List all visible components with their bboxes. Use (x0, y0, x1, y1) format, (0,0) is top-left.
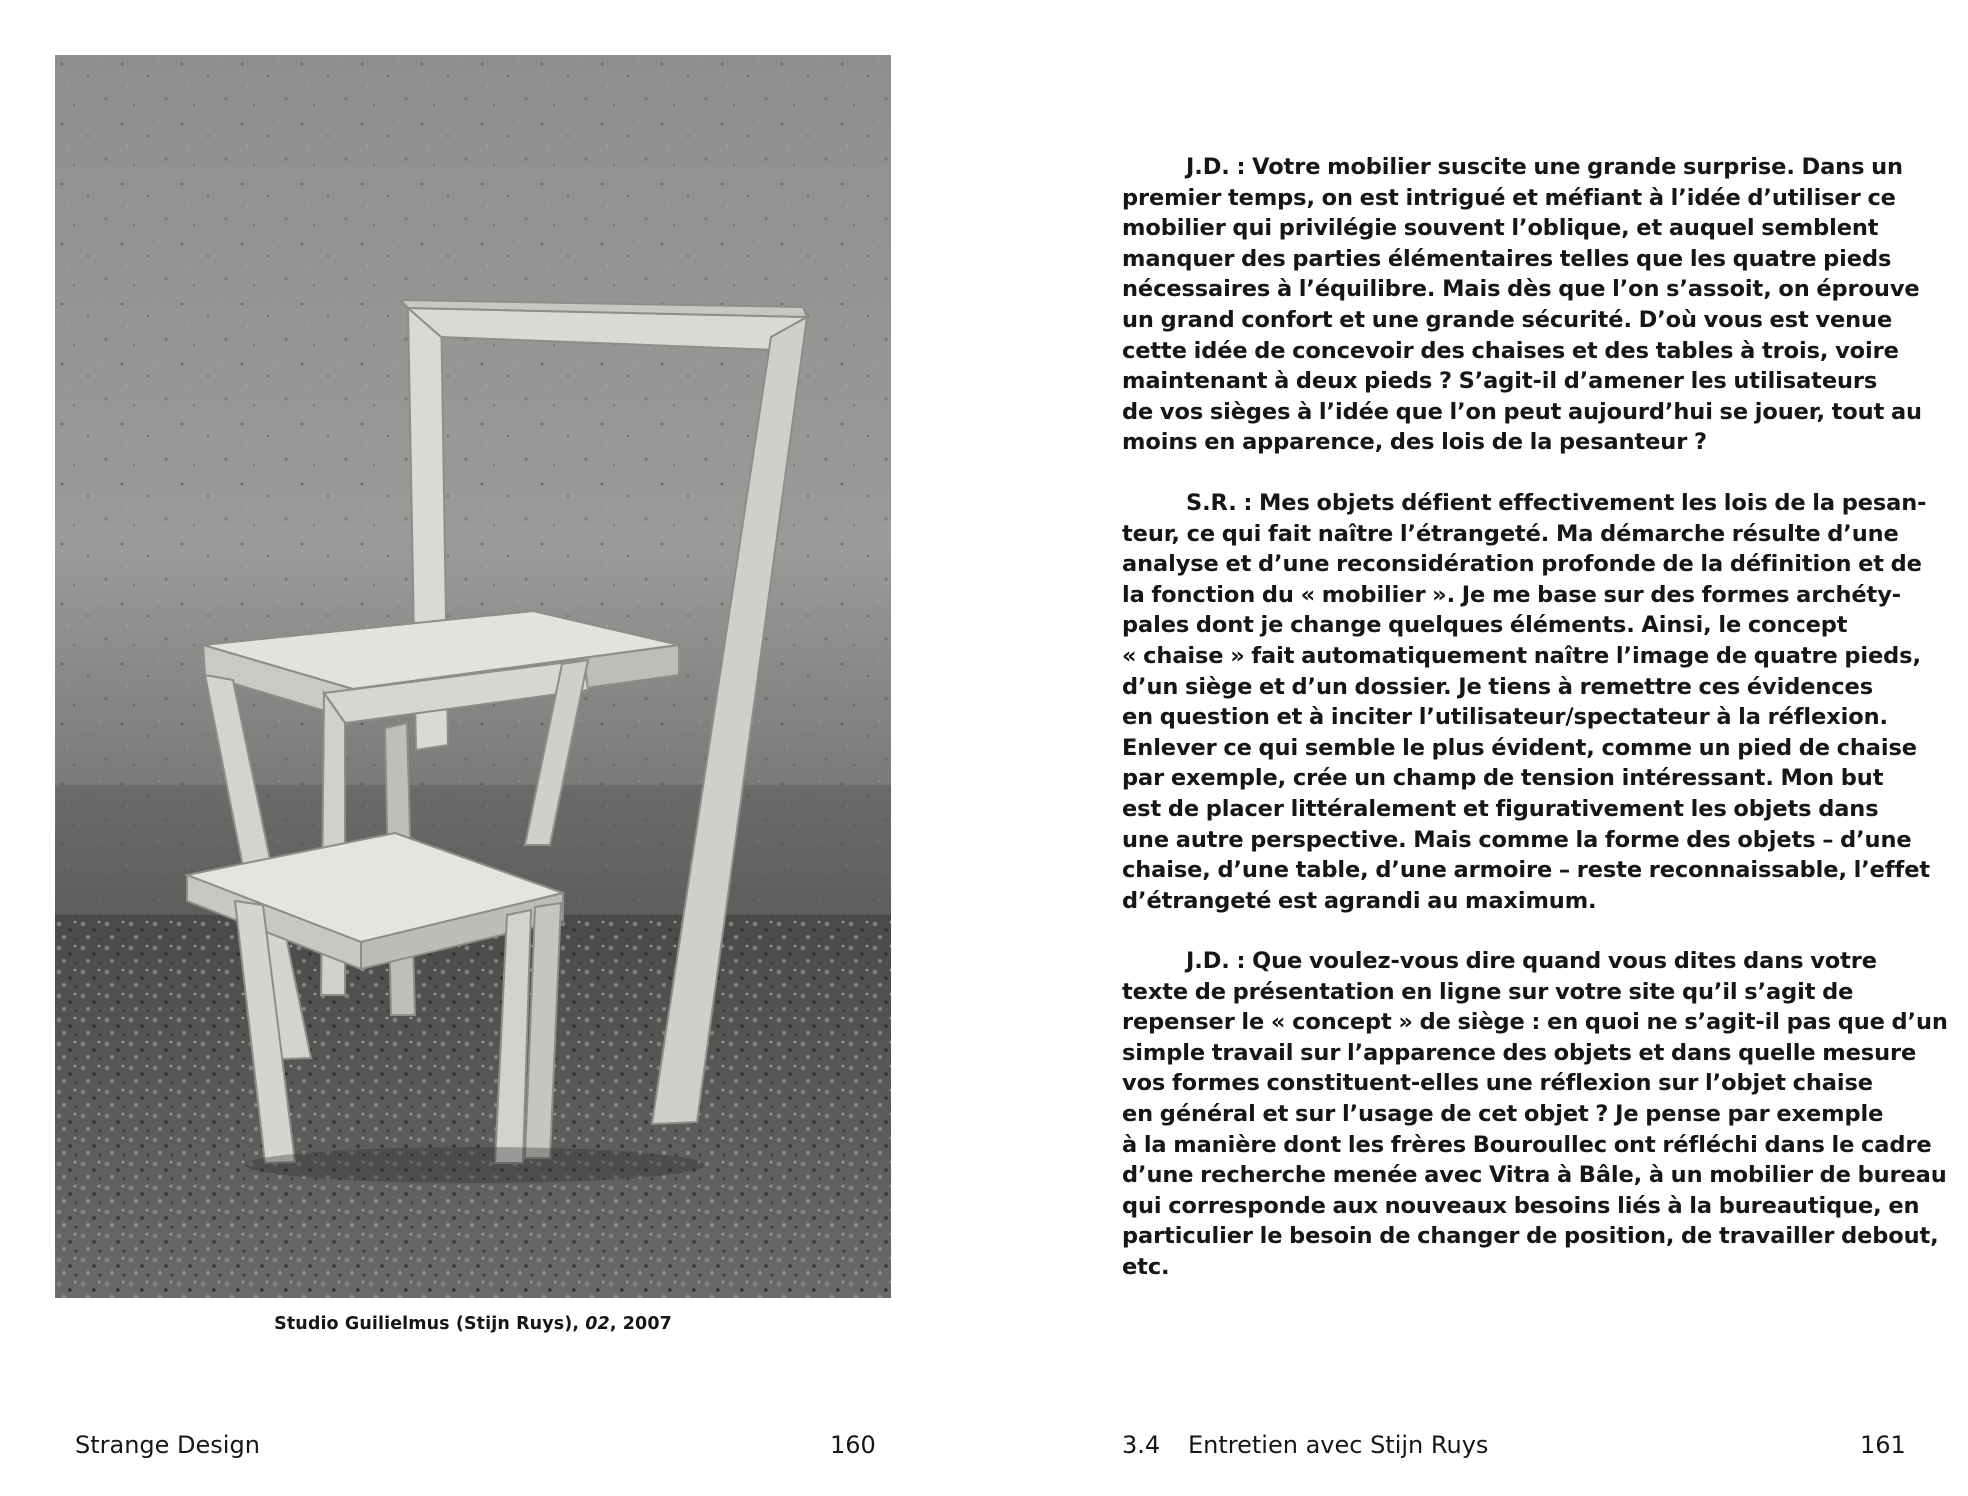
text-line: simple travail sur l’apparence des objets et dans quelle mesure (1122, 1039, 1917, 1066)
text-line: par exemple, crée un champ de tension intéressant. Mon but (1122, 765, 1884, 792)
text-line: analyse et d’une reconsidération profonde de la définition et de (1122, 551, 1922, 578)
caption-author: Studio Guilielmus (Stijn Ruys), (274, 1314, 586, 1334)
text-line: moins en apparence, des lois de la pesanteur ? (1122, 429, 1707, 456)
text-line: d’une recherche menée avec Vitra à Bâle, à un mobilier de bureau (1122, 1162, 1947, 1189)
text-line: manquer des parties élémentaires telles que les quatre pieds (1122, 245, 1892, 272)
text-line: J.D. : Que voulez-vous dire quand vous dites dans votre (1186, 948, 1877, 974)
text-line: un grand confort et une grande sécurité. D’où vous est venue (1122, 306, 1893, 333)
text-line: à la manière dont les frères Bouroullec ont réfléchi dans le cadre (1122, 1131, 1932, 1158)
text-line: chaise, d’une table, d’une armoire – reste reconnaissable, l’effet (1122, 857, 1931, 884)
left-page-number: 160 (830, 1431, 876, 1459)
text-line: nécessaires à l’équilibre. Mais dès que l’on s’assoit, on éprouve (1122, 276, 1920, 303)
text-line: S.R. : Mes objets défient effectivement les lois de la pesan- (1186, 490, 1927, 516)
text-line: texte de présentation en ligne sur votre site qu’il s’agit de (1122, 978, 1854, 1005)
text-line: J.D. : Votre mobilier suscite une grande surprise. Dans un (1186, 154, 1903, 180)
chair-photograph (55, 55, 891, 1298)
paragraph-1 (1122, 152, 1922, 458)
paragraph-2 (1122, 488, 1931, 916)
text-line: est de placer littéralement et figurativement les objets dans (1122, 795, 1879, 822)
text-line: repenser le « concept » de siège : en quoi ne s’agit-il pas que d’un (1122, 1009, 1948, 1036)
text-line: la fonction du « mobilier ». Je me base sur des formes archéty- (1122, 581, 1902, 608)
text-line: en général et sur l’usage de cet objet ? Je pense par exemple (1122, 1100, 1884, 1127)
text-line: « chaise » fait automatiquement naître l’image de quatre pieds, (1122, 642, 1921, 669)
text-line: de vos sièges à l’idée que l’on peut aujourd’hui se jouer, tout au (1122, 398, 1922, 425)
photo-caption (55, 1314, 891, 1334)
text-line: particulier le besoin de changer de position, de travailler debout, (1122, 1223, 1939, 1250)
paragraph-3 (1122, 946, 1948, 1283)
text-line: cette idée de concevoir des chaises et des tables à trois, voire (1122, 337, 1899, 364)
caption-year: , 2007 (609, 1314, 672, 1334)
text-line: Enlever ce qui semble le plus évident, comme un pied de chaise (1122, 734, 1917, 761)
text-line: teur, ce qui fait naître l’étrangeté. Ma démarche résulte d’une (1122, 520, 1899, 547)
running-title: Strange Design (75, 1431, 260, 1459)
caption-work-title: 02 (585, 1314, 610, 1334)
text-line: etc. (1122, 1253, 1170, 1280)
chair-illustration (55, 55, 891, 1298)
text-line: maintenant à deux pieds ? S’agit-il d’amener les utilisateurs (1122, 368, 1878, 395)
text-line: vos formes constituent-elles une réflexion sur l’objet chaise (1122, 1070, 1873, 1097)
text-line: d’un siège et d’un dossier. Je tiens à remettre ces évidences (1122, 673, 1873, 700)
section-number: 3.4 (1122, 1431, 1161, 1459)
text-line: mobilier qui privilégie souvent l’oblique, et auquel semblent (1122, 215, 1879, 242)
text-line: pales dont je change quelques éléments. Ainsi, le concept (1122, 612, 1848, 639)
section-title: Entretien avec Stijn Ruys (1188, 1431, 1489, 1459)
text-line: en question et à inciter l’utilisateur/spectateur à la réflexion. (1122, 704, 1888, 731)
text-line: une autre perspective. Mais comme la forme des objets – d’une (1122, 826, 1912, 853)
text-line: premier temps, on est intrigué et méfiant à l’idée d’utiliser ce (1122, 184, 1896, 211)
right-page-number: 161 (1860, 1431, 1906, 1459)
text-line: d’étrangeté est agrandi au maximum. (1122, 887, 1597, 914)
text-line: qui corresponde aux nouveaux besoins liés à la bureautique, en (1122, 1192, 1920, 1219)
